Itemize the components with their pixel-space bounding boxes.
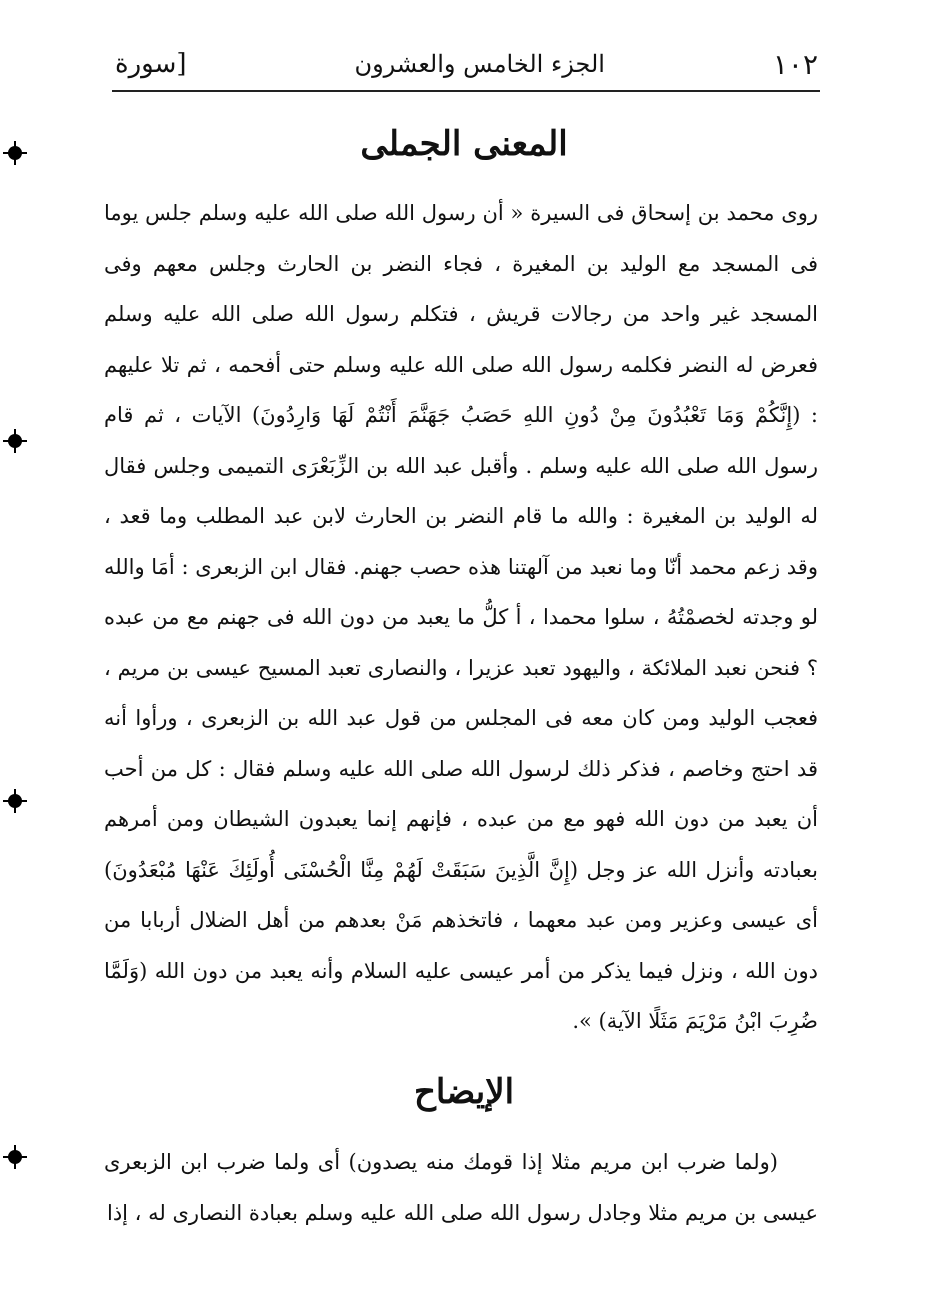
section-heading-explanation: الإيضاح	[413, 1072, 515, 1112]
margin-bullet-icon	[8, 794, 22, 808]
section-heading-summary: المعنى الجملى	[360, 124, 568, 164]
running-title: الجزء الخامس والعشرون	[354, 50, 605, 78]
summary-paragraph: روى محمد بن إسحاق فى السيرة « أن رسول الله صلى الله عليه وسلم جلس يوما فى المسجد مع الوليد بن المغيرة ، فجاء النضر بن الحارث وجلس معهم وفى المسجد غير واحد من رجالات قريش ، فتكلم رسول الله صلى الله عليه وسلم فعرض له النضر فكلمه رسول الله صلى الله عليه وسلم حتى أفحمه ، ثم تلا عليهم : (إِنَّكُمْ وَمَا تَعْبُدُونَ مِنْ دُونِ اللهِ حَصَبُ جَهَنَّمَ أَنْتُمْ لَهَا وَارِدُونَ) الآيات ، ثم قام رسول الله صلى الله عليه وسلم . وأقبل عبد الله بن الزِّبَعْرَى التميمى وجلس فقال له الوليد بن المغيرة : والله ما قام النضر بن الحارث لابن عبد المطلب وما قعد ، وقد زعم محمد أنّا وما نعبد من آلهتنا هذه حصب جهنم. فقال ابن الزبعرى : أمَا والله لو وجدته لخصمْتُهُ ، سلوا محمدا ، أ كلُّ ما يعبد من دون الله فى جهنم مع من عبده ؟ فنحن نعبد الملائكة ، واليهود تعبد عزيرا ، والنصارى تعبد المسيح عيسى بن مريم ، فعجب الوليد ومن كان معه فى المجلس من قول عبد الله بن الزبعرى ، ورأوا أنه قد احتج وخاصم ، فذكر ذلك لرسول الله صلى الله عليه وسلم فقال : كل من أحب أن يعبد من دون الله فهو مع من عبده ، فإنهم إنما يعبدون الشيطان ومن أمرهم بعبادته وأنزل الله عز وجل (إِنَّ الَّذِينَ سَبَقَتْ لَهُمْ مِنَّا الْحُسْنَى أُولَئِكَ عَنْهَا مُبْعَدُونَ) أى عيسى وعزير ومن عبد معهما ، فاتخذهم مَنْ بعدهم من أهل الضلال أربابا من دون الله ، ونزل فيما يذكر من أمر عيسى عليه السلام وأنه يعبد من دون الله (وَلَمَّا ضُرِبَ ابْنُ مَرْيَمَ مَثَلًا الآية) ».	[104, 201, 818, 1033]
margin-bullet-icon	[8, 146, 22, 160]
page-number: ١٠٢	[772, 47, 818, 81]
margin-bullet-icon	[8, 434, 22, 448]
page-header	[115, 38, 818, 90]
margin-bullet-icon	[8, 1150, 22, 1164]
explanation-paragraph: (ولما ضرب ابن مريم مثلا إذا قومك منه يصدون) أى ولما ضرب ابن الزبعرى عيسى بن مريم مثلا وجادل رسول الله صلى الله عليه وسلم بعبادة النصارى له ، إذا	[104, 1150, 818, 1225]
surah-label: [سورة	[115, 49, 187, 79]
header-rule	[112, 90, 820, 92]
